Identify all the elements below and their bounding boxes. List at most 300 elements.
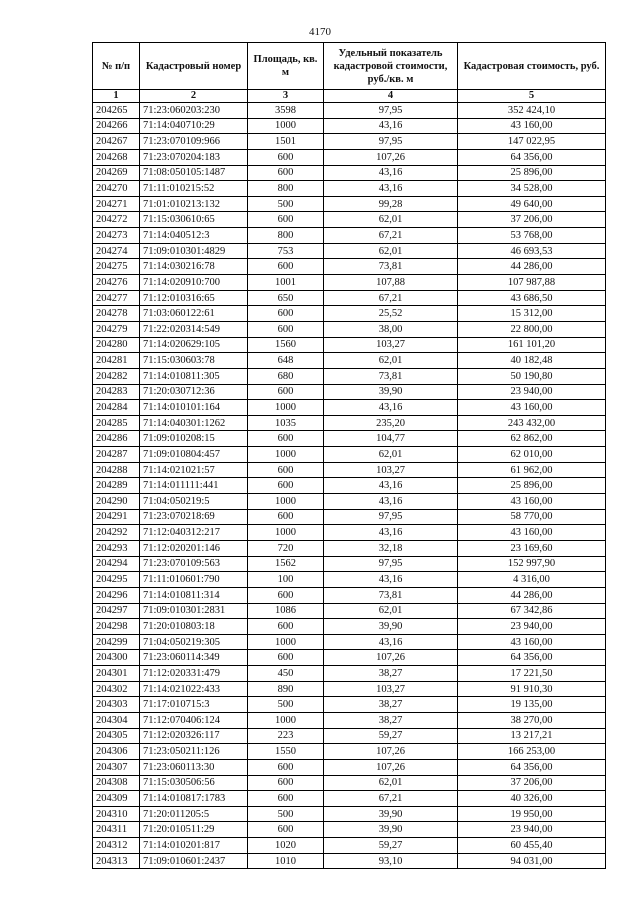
cadastral-value: 37 206,00: [458, 775, 606, 791]
cadastral-number: 71:23:070109:966: [140, 134, 248, 150]
area: 650: [248, 290, 324, 306]
cadastral-number: 71:14:010811:305: [140, 368, 248, 384]
table-row: [93, 447, 606, 463]
specific-value: 93,10: [324, 853, 458, 869]
cadastral-value: 64 356,00: [458, 149, 606, 165]
cadastral-value: 13 217,21: [458, 728, 606, 744]
table-row: [93, 243, 606, 259]
cadastral-number: 71:15:030603:78: [140, 353, 248, 369]
row-index: 204265: [93, 103, 140, 119]
cadastral-value: 23 940,00: [458, 384, 606, 400]
cadastral-number: 71:14:011111:441: [140, 478, 248, 494]
cadastral-value: 38 270,00: [458, 712, 606, 728]
table-header-row: [93, 43, 606, 90]
cadastral-value: 166 253,00: [458, 744, 606, 760]
cadastral-value: 147 022,95: [458, 134, 606, 150]
specific-value: 73,81: [324, 368, 458, 384]
row-index: 204280: [93, 337, 140, 353]
row-index: 204268: [93, 149, 140, 165]
area: 1000: [248, 494, 324, 510]
cadastral-value: 64 356,00: [458, 759, 606, 775]
cadastral-value: 94 031,00: [458, 853, 606, 869]
area: 600: [248, 759, 324, 775]
area: 600: [248, 462, 324, 478]
area: 1010: [248, 853, 324, 869]
area: 680: [248, 368, 324, 384]
table-row: [93, 697, 606, 713]
cadastral-value: 19 135,00: [458, 697, 606, 713]
cadastral-number: 71:20:011205:5: [140, 806, 248, 822]
row-index: 204294: [93, 556, 140, 572]
area: 1000: [248, 525, 324, 541]
area: 600: [248, 384, 324, 400]
column-number: 4: [324, 90, 458, 103]
cadastral-value: 43 160,00: [458, 494, 606, 510]
table-row: [93, 368, 606, 384]
specific-value: 39,90: [324, 384, 458, 400]
cadastral-value: 22 800,00: [458, 321, 606, 337]
row-index: 204283: [93, 384, 140, 400]
row-index: 204309: [93, 791, 140, 807]
table-column-number-row: [93, 90, 606, 103]
area: 648: [248, 353, 324, 369]
cadastral-value: 243 432,00: [458, 415, 606, 431]
table-row: [93, 603, 606, 619]
row-index: 204300: [93, 650, 140, 666]
table-row: [93, 681, 606, 697]
cadastral-value: 53 768,00: [458, 228, 606, 244]
specific-value: 62,01: [324, 447, 458, 463]
cadastral-value: 62 010,00: [458, 447, 606, 463]
row-index: 204267: [93, 134, 140, 150]
header-area: Площадь, кв. м: [248, 43, 324, 90]
cadastral-number: 71:14:040710:29: [140, 118, 248, 134]
specific-value: 25,52: [324, 306, 458, 322]
cadastral-value: 152 997,90: [458, 556, 606, 572]
cadastral-value: 40 182,48: [458, 353, 606, 369]
row-index: 204272: [93, 212, 140, 228]
specific-value: 43,16: [324, 494, 458, 510]
specific-value: 67,21: [324, 290, 458, 306]
specific-value: 62,01: [324, 775, 458, 791]
header-specific-value: Удельный показатель кадастровой стоимости, руб./кв. м: [324, 43, 458, 90]
area: 890: [248, 681, 324, 697]
area: 600: [248, 431, 324, 447]
specific-value: 39,90: [324, 806, 458, 822]
cadastral-value: 19 950,00: [458, 806, 606, 822]
table-row: [93, 275, 606, 291]
row-index: 204281: [93, 353, 140, 369]
table-row: [93, 775, 606, 791]
column-number: 2: [140, 90, 248, 103]
specific-value: 107,88: [324, 275, 458, 291]
area: 500: [248, 697, 324, 713]
table-row: [93, 384, 606, 400]
row-index: 204299: [93, 634, 140, 650]
table-row: [93, 400, 606, 416]
specific-value: 39,90: [324, 822, 458, 838]
table-body: [93, 103, 606, 869]
cadastral-number: 71:20:030712:36: [140, 384, 248, 400]
cadastral-value: 58 770,00: [458, 509, 606, 525]
specific-value: 73,81: [324, 259, 458, 275]
row-index: 204284: [93, 400, 140, 416]
specific-value: 107,26: [324, 149, 458, 165]
row-index: 204291: [93, 509, 140, 525]
row-index: 204312: [93, 838, 140, 854]
row-index: 204298: [93, 619, 140, 635]
cadastral-number: 71:23:070218:69: [140, 509, 248, 525]
row-index: 204292: [93, 525, 140, 541]
cadastral-number: 71:14:021022:433: [140, 681, 248, 697]
specific-value: 235,20: [324, 415, 458, 431]
specific-value: 38,27: [324, 666, 458, 682]
area: 1086: [248, 603, 324, 619]
cadastral-number: 71:23:070109:563: [140, 556, 248, 572]
specific-value: 43,16: [324, 478, 458, 494]
area: 600: [248, 650, 324, 666]
table-row: [93, 556, 606, 572]
specific-value: 43,16: [324, 118, 458, 134]
cadastral-number: 71:23:060203:230: [140, 103, 248, 119]
row-index: 204295: [93, 572, 140, 588]
cadastral-value: 25 896,00: [458, 165, 606, 181]
cadastral-value: 23 940,00: [458, 822, 606, 838]
row-index: 204275: [93, 259, 140, 275]
specific-value: 62,01: [324, 243, 458, 259]
table-row: [93, 228, 606, 244]
cadastral-number: 71:01:010213:132: [140, 196, 248, 212]
area: 1000: [248, 634, 324, 650]
row-index: 204278: [93, 306, 140, 322]
cadastral-number: 71:04:050219:305: [140, 634, 248, 650]
cadastral-number: 71:12:020326:117: [140, 728, 248, 744]
cadastral-number: 71:20:010511:29: [140, 822, 248, 838]
area: 600: [248, 509, 324, 525]
specific-value: 43,16: [324, 634, 458, 650]
row-index: 204305: [93, 728, 140, 744]
specific-value: 97,95: [324, 556, 458, 572]
table-row: [93, 619, 606, 635]
cadastral-number: 71:12:020331:479: [140, 666, 248, 682]
table-row: [93, 587, 606, 603]
table-row: [93, 666, 606, 682]
area: 1000: [248, 447, 324, 463]
area: 720: [248, 540, 324, 556]
table-row: [93, 337, 606, 353]
table-row: [93, 838, 606, 854]
cadastral-number: 71:12:010316:65: [140, 290, 248, 306]
row-index: 204274: [93, 243, 140, 259]
area: 800: [248, 228, 324, 244]
table-row: [93, 540, 606, 556]
row-index: 204285: [93, 415, 140, 431]
specific-value: 43,16: [324, 525, 458, 541]
area: 1000: [248, 712, 324, 728]
table-row: [93, 415, 606, 431]
cadastral-value-table: [92, 42, 606, 869]
cadastral-number: 71:12:040312:217: [140, 525, 248, 541]
cadastral-number: 71:14:010817:1783: [140, 791, 248, 807]
cadastral-value: 17 221,50: [458, 666, 606, 682]
cadastral-value: 43 160,00: [458, 525, 606, 541]
cadastral-value: 34 528,00: [458, 181, 606, 197]
cadastral-value: 43 160,00: [458, 634, 606, 650]
cadastral-number: 71:14:020910:700: [140, 275, 248, 291]
table-row: [93, 118, 606, 134]
table-row: [93, 103, 606, 119]
cadastral-number: 71:23:060114:349: [140, 650, 248, 666]
specific-value: 43,16: [324, 400, 458, 416]
row-index: 204287: [93, 447, 140, 463]
area: 1562: [248, 556, 324, 572]
cadastral-value: 37 206,00: [458, 212, 606, 228]
row-index: 204276: [93, 275, 140, 291]
cadastral-value: 43 160,00: [458, 400, 606, 416]
row-index: 204282: [93, 368, 140, 384]
cadastral-value: 43 686,50: [458, 290, 606, 306]
cadastral-value: 44 286,00: [458, 259, 606, 275]
cadastral-value: 50 190,80: [458, 368, 606, 384]
table-row: [93, 165, 606, 181]
table-row: [93, 196, 606, 212]
cadastral-number: 71:15:030506:56: [140, 775, 248, 791]
row-index: 204296: [93, 587, 140, 603]
row-index: 204293: [93, 540, 140, 556]
cadastral-number: 71:08:050105:1487: [140, 165, 248, 181]
specific-value: 32,18: [324, 540, 458, 556]
specific-value: 62,01: [324, 353, 458, 369]
cadastral-number: 71:03:060122:61: [140, 306, 248, 322]
specific-value: 38,27: [324, 712, 458, 728]
specific-value: 67,21: [324, 791, 458, 807]
cadastral-value: 25 896,00: [458, 478, 606, 494]
cadastral-number: 71:23:070204:183: [140, 149, 248, 165]
specific-value: 103,27: [324, 681, 458, 697]
area: 600: [248, 321, 324, 337]
table-row: [93, 791, 606, 807]
area: 3598: [248, 103, 324, 119]
cadastral-value: 49 640,00: [458, 196, 606, 212]
area: 100: [248, 572, 324, 588]
area: 1550: [248, 744, 324, 760]
cadastral-number: 71:14:040512:3: [140, 228, 248, 244]
table-row: [93, 572, 606, 588]
cadastral-number: 71:04:050219:5: [140, 494, 248, 510]
cadastral-value: 67 342,86: [458, 603, 606, 619]
table-row: [93, 525, 606, 541]
row-index: 204304: [93, 712, 140, 728]
area: 600: [248, 587, 324, 603]
row-index: 204313: [93, 853, 140, 869]
cadastral-number: 71:15:030610:65: [140, 212, 248, 228]
cadastral-number: 71:14:010811:314: [140, 587, 248, 603]
cadastral-number: 71:23:050211:126: [140, 744, 248, 760]
table-row: [93, 744, 606, 760]
cadastral-number: 71:22:020314:549: [140, 321, 248, 337]
table-row: [93, 478, 606, 494]
table-row: [93, 431, 606, 447]
table-row: [93, 134, 606, 150]
cadastral-value: 64 356,00: [458, 650, 606, 666]
cadastral-number: 71:14:010101:164: [140, 400, 248, 416]
column-number: 1: [93, 90, 140, 103]
row-index: 204279: [93, 321, 140, 337]
specific-value: 43,16: [324, 165, 458, 181]
row-index: 204289: [93, 478, 140, 494]
specific-value: 107,26: [324, 744, 458, 760]
cadastral-number: 71:23:060113:30: [140, 759, 248, 775]
row-index: 204270: [93, 181, 140, 197]
area: 600: [248, 212, 324, 228]
table-row: [93, 149, 606, 165]
cadastral-value: 40 326,00: [458, 791, 606, 807]
specific-value: 99,28: [324, 196, 458, 212]
area: 600: [248, 149, 324, 165]
area: 1020: [248, 838, 324, 854]
column-number: 5: [458, 90, 606, 103]
table-row: [93, 212, 606, 228]
cadastral-value: 161 101,20: [458, 337, 606, 353]
table-row: [93, 728, 606, 744]
specific-value: 67,21: [324, 228, 458, 244]
header-cadastral-value: Кадастровая стоимость, руб.: [458, 43, 606, 90]
cadastral-value: 91 910,30: [458, 681, 606, 697]
specific-value: 59,27: [324, 728, 458, 744]
row-index: 204310: [93, 806, 140, 822]
area: 600: [248, 791, 324, 807]
area: 1000: [248, 400, 324, 416]
cadastral-number: 71:14:021021:57: [140, 462, 248, 478]
table-row: [93, 306, 606, 322]
cadastral-value: 23 169,60: [458, 540, 606, 556]
specific-value: 39,90: [324, 619, 458, 635]
row-index: 204302: [93, 681, 140, 697]
specific-value: 107,26: [324, 650, 458, 666]
area: 223: [248, 728, 324, 744]
table-row: [93, 853, 606, 869]
row-index: 204311: [93, 822, 140, 838]
row-index: 204290: [93, 494, 140, 510]
row-index: 204269: [93, 165, 140, 181]
area: 500: [248, 806, 324, 822]
cadastral-value: 15 312,00: [458, 306, 606, 322]
table-row: [93, 290, 606, 306]
cadastral-number: 71:09:010804:457: [140, 447, 248, 463]
area: 500: [248, 196, 324, 212]
area: 1001: [248, 275, 324, 291]
specific-value: 97,95: [324, 103, 458, 119]
cadastral-number: 71:14:020629:105: [140, 337, 248, 353]
area: 600: [248, 478, 324, 494]
area: 600: [248, 775, 324, 791]
cadastral-number: 71:09:010301:2831: [140, 603, 248, 619]
cadastral-value: 43 160,00: [458, 118, 606, 134]
area: 600: [248, 619, 324, 635]
specific-value: 43,16: [324, 181, 458, 197]
specific-value: 103,27: [324, 462, 458, 478]
table-row: [93, 822, 606, 838]
cadastral-value: 61 962,00: [458, 462, 606, 478]
row-index: 204266: [93, 118, 140, 134]
cadastral-number: 71:11:010601:790: [140, 572, 248, 588]
table-row: [93, 650, 606, 666]
row-index: 204306: [93, 744, 140, 760]
cadastral-value: 352 424,10: [458, 103, 606, 119]
area: 600: [248, 822, 324, 838]
specific-value: 73,81: [324, 587, 458, 603]
row-index: 204301: [93, 666, 140, 682]
specific-value: 103,27: [324, 337, 458, 353]
row-index: 204273: [93, 228, 140, 244]
cadastral-number: 71:17:010715:3: [140, 697, 248, 713]
cadastral-value: 46 693,53: [458, 243, 606, 259]
cadastral-number: 71:12:020201:146: [140, 540, 248, 556]
table-row: [93, 462, 606, 478]
table-row: [93, 353, 606, 369]
area: 600: [248, 165, 324, 181]
specific-value: 97,95: [324, 509, 458, 525]
cadastral-number: 71:09:010601:2437: [140, 853, 248, 869]
row-index: 204288: [93, 462, 140, 478]
table-row: [93, 634, 606, 650]
table-row: [93, 759, 606, 775]
cadastral-value: 23 940,00: [458, 619, 606, 635]
cadastral-number: 71:11:010215:52: [140, 181, 248, 197]
area: 1000: [248, 118, 324, 134]
specific-value: 43,16: [324, 572, 458, 588]
specific-value: 38,00: [324, 321, 458, 337]
cadastral-value: 4 316,00: [458, 572, 606, 588]
table-row: [93, 712, 606, 728]
row-index: 204297: [93, 603, 140, 619]
specific-value: 38,27: [324, 697, 458, 713]
cadastral-number: 71:09:010208:15: [140, 431, 248, 447]
area: 450: [248, 666, 324, 682]
cadastral-value: 60 455,40: [458, 838, 606, 854]
table-row: [93, 259, 606, 275]
specific-value: 97,95: [324, 134, 458, 150]
cadastral-number: 71:12:070406:124: [140, 712, 248, 728]
table-row: [93, 806, 606, 822]
row-index: 204303: [93, 697, 140, 713]
row-index: 204277: [93, 290, 140, 306]
area: 1560: [248, 337, 324, 353]
table-row: [93, 181, 606, 197]
area: 600: [248, 306, 324, 322]
header-index: № п/п: [93, 43, 140, 90]
header-cadastral-number: Кадастровый номер: [140, 43, 248, 90]
area: 800: [248, 181, 324, 197]
row-index: 204308: [93, 775, 140, 791]
cadastral-number: 71:20:010803:18: [140, 619, 248, 635]
row-index: 204271: [93, 196, 140, 212]
cadastral-number: 71:14:030216:78: [140, 259, 248, 275]
table-row: [93, 321, 606, 337]
specific-value: 62,01: [324, 603, 458, 619]
table-row: [93, 494, 606, 510]
row-index: 204307: [93, 759, 140, 775]
cadastral-number: 71:14:040301:1262: [140, 415, 248, 431]
table-row: [93, 509, 606, 525]
cadastral-value: 44 286,00: [458, 587, 606, 603]
cadastral-value: 107 987,88: [458, 275, 606, 291]
specific-value: 62,01: [324, 212, 458, 228]
area: 600: [248, 259, 324, 275]
specific-value: 107,26: [324, 759, 458, 775]
cadastral-number: 71:14:010201:817: [140, 838, 248, 854]
area: 1501: [248, 134, 324, 150]
